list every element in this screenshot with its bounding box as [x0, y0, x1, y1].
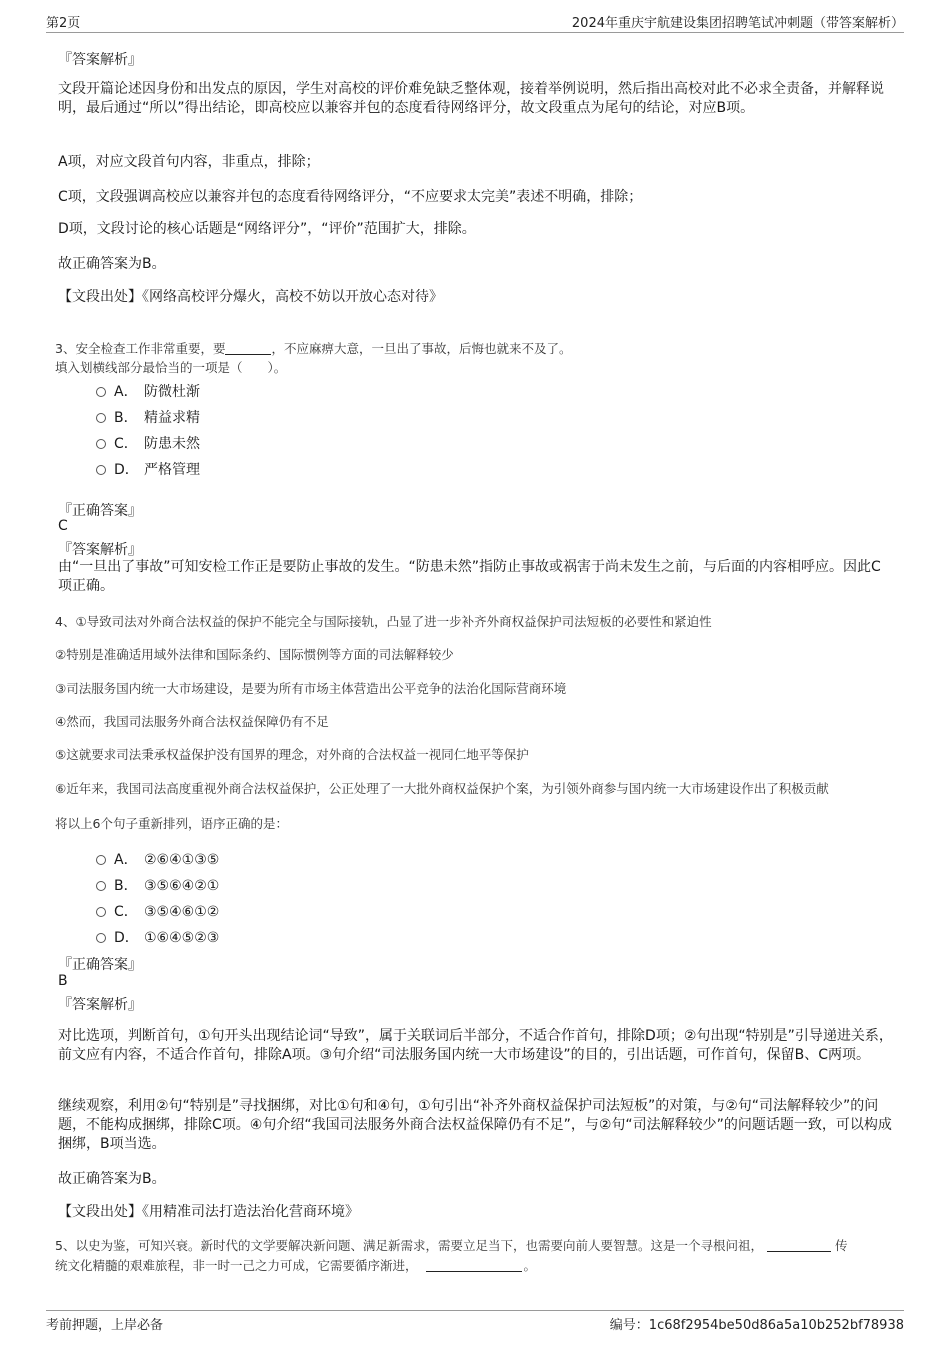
sentence-2: ②特别是准确适用域外法律和国际条约、国际惯例等方面的司法解释较少: [55, 647, 454, 662]
sentence-5: ⑤这就要求司法秉承权益保护没有国界的理念，对外商的合法权益一视同仁地平等保护: [55, 747, 529, 762]
option-key: D．: [114, 930, 139, 946]
q4-option-c[interactable]: [96, 901, 219, 921]
correct-answer: B: [58, 973, 68, 989]
correct-answer-heading: 『正确答案』: [58, 503, 142, 519]
question-3-stem: [55, 339, 571, 357]
document-id: 编号：1c68f2954be50d86a5a10b252bf78938: [609, 1318, 904, 1333]
question-stem-suffix: ，不应麻痹大意，一旦出了事故，后悔也就来不及了。: [271, 341, 572, 356]
radio-icon[interactable]: [96, 907, 106, 917]
option-key: D．: [114, 462, 139, 478]
analysis-heading: 『答案解析』: [58, 52, 142, 68]
option-key: C．: [114, 436, 138, 452]
question-5-line-1: [55, 1236, 847, 1254]
option-text: 严格管理: [144, 462, 200, 478]
question-stem-prefix: 3、安全检查工作非常重要，要: [55, 341, 226, 356]
option-text: ②⑥④①③⑤: [144, 852, 220, 868]
answer-blank: [225, 342, 271, 355]
q3-option-b[interactable]: [96, 407, 200, 427]
radio-icon[interactable]: [96, 465, 106, 475]
correct-answer-heading: 『正确答案』: [58, 957, 142, 973]
option-text: 精益求精: [144, 410, 200, 426]
sentence-1: 4、①导致司法对外商合法权益的保护不能完全与国际接轨，凸显了进一步补齐外商权益保护司法短板的必要性和紧迫性: [55, 614, 712, 629]
analysis-option-c: C项，文段强调高校应以兼容并包的态度看待网络评分，“不应要求太完美”表述不明确，排除；: [58, 189, 643, 205]
question-3-instruction: 填入划横线部分最恰当的一项是（ ）。: [55, 360, 287, 375]
analysis-conclusion: 故正确答案为B。: [58, 1171, 166, 1187]
footer-slogan: 考前押题，上岸必备: [46, 1318, 164, 1333]
analysis-conclusion: 故正确答案为B。: [58, 256, 166, 272]
option-text: 防患未然: [144, 436, 200, 452]
passage-source: 【文段出处】《用精准司法打造法治化营商环境》: [58, 1204, 359, 1220]
analysis-heading: 『答案解析』: [58, 542, 142, 558]
option-text: ③⑤④⑥①②: [144, 904, 220, 920]
sentence-4: ④然而，我国司法服务外商合法权益保障仍有不足: [55, 714, 329, 729]
document-title: 2024年重庆宇航建设集团招聘笔试冲刺题（带答案解析）: [571, 16, 904, 31]
analysis-option-a: A项，对应文段首句内容，非重点，排除；: [58, 154, 320, 170]
analysis-paragraph: 由“一旦出了事故”可知安检工作正是要防止事故的发生。“防患未然”指防止事故或祸害于尚未发生之前，与后面的内容相呼应。因此C项正确。: [58, 559, 881, 594]
option-key: C．: [114, 904, 138, 920]
option-key: B．: [114, 878, 138, 894]
analysis-heading: 『答案解析』: [58, 997, 142, 1013]
radio-icon[interactable]: [96, 855, 106, 865]
analysis-paragraph-1: 对比选项，判断首句，①句开头出现结论词“导致”，属于关联词后半部分，不适合作首句，排除D项；②句出现“特别是”引导递进关系，前文应有内容，不适合作首句，排除A项。③句介绍“司法服务国内统一大市场建设”的目的，引出话题，可作首句，保留B、C两项。: [58, 1028, 893, 1063]
question-stem-prefix: 统文化精髓的艰难旅程，非一时一己之力可成，它需要循序渐进，: [55, 1258, 418, 1273]
option-text: ③⑤⑥④②①: [144, 878, 220, 894]
option-key: B．: [114, 410, 138, 426]
option-text: 防微杜渐: [144, 384, 200, 400]
q3-option-a[interactable]: [96, 381, 200, 401]
radio-icon[interactable]: [96, 413, 106, 423]
sentence-3: ③司法服务国内统一大市场建设，是要为所有市场主体营造出公平竞争的法治化国际营商环境: [55, 681, 567, 696]
q4-option-b[interactable]: [96, 875, 219, 895]
question-4-instruction: 将以上6个句子重新排列，语序正确的是：: [55, 816, 288, 831]
option-text: ①⑥④⑤②③: [144, 930, 220, 946]
q4-option-d[interactable]: [96, 927, 219, 947]
option-key: A．: [114, 852, 138, 868]
radio-icon[interactable]: [96, 881, 106, 891]
radio-icon[interactable]: [96, 439, 106, 449]
header-divider: [46, 32, 904, 33]
q3-option-d[interactable]: [96, 459, 200, 479]
q4-option-a[interactable]: [96, 849, 219, 869]
analysis-option-d: D项，文段讨论的核心话题是“网络评分”，“评价”范围扩大，排除。: [58, 221, 476, 237]
correct-answer: C: [58, 518, 68, 534]
page-number: 第2页: [46, 16, 81, 31]
radio-icon[interactable]: [96, 387, 106, 397]
analysis-paragraph: 文段开篇论述因身份和出发点的原因，学生对高校的评价难免缺乏整体观，接着举例说明，然后指出高校对此不必求全责备，并解释说明，最后通过“所以”得出结论，即高校应以兼容并包的态度看待网络评分，故文段重点为尾句的结论，对应B项。: [58, 81, 884, 116]
analysis-paragraph-2: 继续观察，利用②句“特别是”寻找捆绑，对比①句和④句，①句引出“补齐外商权益保护司法短板”的对策，与②句“司法解释较少”的问题，不能构成捆绑，排除C项。④句介绍“我国司法服务外商合法权益保障仍有不足”，与②句“司法解释较少”的问题话题一致，可以构成捆绑，B项当选。: [58, 1098, 892, 1152]
option-key: A．: [114, 384, 138, 400]
question-stem-prefix: 5、以史为鉴，可知兴衰。新时代的文学要解决新问题、满足新需求，需要立足当下，也需要向前人要智慧。这是一个寻根问祖，: [55, 1238, 763, 1253]
radio-icon[interactable]: [96, 933, 106, 943]
answer-blank-1: [767, 1239, 831, 1252]
answer-blank-2: [426, 1259, 522, 1272]
question-stem-suffix: 。: [523, 1258, 537, 1273]
passage-source: 【文段出处】《网络高校评分爆火，高校不妨以开放心态对待》: [58, 289, 443, 305]
question-stem-suffix: 传: [834, 1238, 848, 1253]
sentence-6: ⑥近年来，我国司法高度重视外商合法权益保护，公正处理了一大批外商权益保护个案，为引领外商参与国内统一大市场建设作出了积极贡献: [55, 781, 829, 796]
question-5-line-2: [55, 1256, 536, 1274]
footer-divider: [46, 1310, 904, 1311]
q3-option-c[interactable]: [96, 433, 200, 453]
